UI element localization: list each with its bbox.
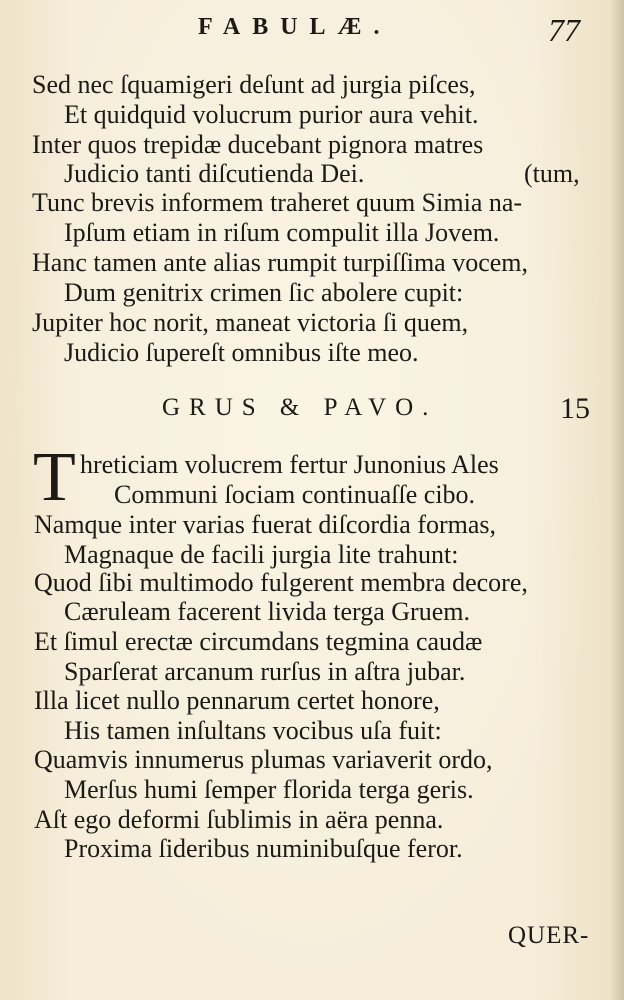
verse-line: Judicio tanti diſcutienda Dei. bbox=[64, 159, 365, 188]
verse-line: Proxima ſideribus numinibuſque feror. bbox=[64, 834, 463, 863]
verse-line: Judicio ſupereſt omnibus iſte meo. bbox=[64, 338, 419, 367]
turnover-text: (tum, bbox=[524, 159, 580, 188]
verse-line: Illa licet nullo pennarum certet honore, bbox=[34, 686, 440, 715]
verse-line: Hanc tamen ante alias rumpit turpiſſima vocem, bbox=[32, 248, 529, 277]
verse-line: Dum genitrix crimen ſic abolere cupit: bbox=[64, 278, 464, 307]
page-number: 77 bbox=[548, 12, 580, 48]
fable-number: 15 bbox=[560, 392, 590, 425]
catchword: QUER- bbox=[508, 922, 590, 949]
verse-line: Inter quos trepidæ ducebant pignora matres bbox=[32, 130, 484, 159]
verse-line: His tamen inſultans vocibus uſa fuit: bbox=[64, 716, 442, 745]
verse-line: Aſt ego deformi ſublimis in aëra penna. bbox=[34, 805, 444, 834]
verse-line: Merſus humi ſemper florida terga geris. bbox=[64, 775, 474, 804]
running-head: FABULÆ. bbox=[198, 14, 392, 40]
verse-line: Et ſimul erectæ circumdans tegmina caudæ bbox=[34, 627, 483, 656]
verse-line: Cæruleam facerent livida terga Gruem. bbox=[64, 597, 470, 626]
fable-title: GRUS & PAVO. bbox=[162, 394, 438, 421]
verse-line: hreticiam volucrem fertur Junonius Ales bbox=[80, 450, 499, 479]
verse-line: Et quidquid volucrum purior aura vehit. bbox=[64, 100, 479, 129]
verse-line: Magnaque de facili jurgia lite trahunt: bbox=[64, 540, 459, 569]
verse-line: Tunc brevis informem traheret quum Simia na- bbox=[32, 188, 523, 217]
verse-line: Ipſum etiam in riſum compulit illa Jovem. bbox=[64, 218, 500, 247]
drop-capital: T bbox=[33, 439, 76, 516]
page-edge-shadow bbox=[610, 0, 624, 1000]
verse-line: Quod ſibi multimodo fulgerent membra decore, bbox=[34, 568, 528, 597]
verse-line: Communi ſociam continuaſſe cibo. bbox=[114, 480, 476, 509]
verse-line: Sparſerat arcanum rurſus in aſtra jubar. bbox=[64, 657, 466, 686]
verse-line: Sed nec ſquamigeri deſunt ad jurgia piſces, bbox=[32, 70, 476, 99]
verse-line: Namque inter varias fuerat diſcordia formas, bbox=[34, 510, 497, 539]
verse-line: Quamvis innumerus plumas variaverit ordo, bbox=[34, 745, 493, 774]
verse-line: Jupiter hoc norit, maneat victoria ſi quem, bbox=[32, 308, 469, 337]
